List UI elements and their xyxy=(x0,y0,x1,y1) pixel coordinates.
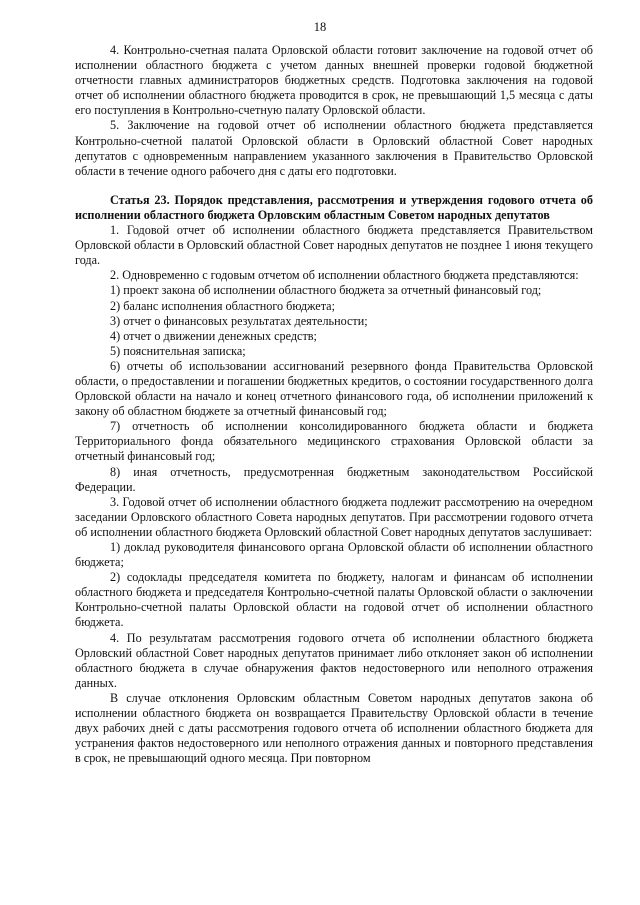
article-paragraph-rejection: В случае отклонения Орловским областным Советом народных депутатов закона об исполнении областного бюджета он возвращается Правительству Орловской области в течение двух рабочих дней с даты рассмотрения годового отчета об исполнении областного бюджета для устранения фактов недостоверного или неполного отражения данных и повторного представления в срок, не превышающий одного месяца. При повторном xyxy=(75,690,593,766)
list-item-5: 5) пояснительная записка; xyxy=(110,343,246,358)
list-item-2: 2) баланс исполнения областного бюджета; xyxy=(110,298,335,313)
article-heading: Статья 23. Порядок представления, рассмотрения и утверждения годового отчета об исполнении областного бюджета Орловским областным Советом народных депутатов xyxy=(75,192,593,222)
article-paragraph-2: 2. Одновременно с годовым отчетом об исполнении областного бюджета представляются: xyxy=(110,268,579,283)
list-item-4: 4) отчет о движении денежных средств; xyxy=(110,328,317,343)
list-item-8: 8) иная отчетность, предусмотренная бюджетным законодательством Российской Федерации. xyxy=(75,464,593,494)
section-gap xyxy=(75,179,593,193)
paragraph-top-4: 4. Контрольно-счетная палата Орловской области готовит заключение на годовой отчет об исполнении областного бюджета с учетом данных внешней проверки годовой бюджетной отчетности главных администраторов бюджетных средств. Подготовка заключения на годовой отчет об исполнении областного бюджета проводится в срок, не превышающий 1,5 месяца с даты его поступления в Контрольно-счетную палату Орловской области. xyxy=(75,43,593,118)
article-paragraph-3: 3. Годовой отчет об исполнении областного бюджета подлежит рассмотрению на очередном заседании Орловского областного Совета народных депутатов. При рассмотрении годового отчета об исполнении областного бюджета Орловский областной Совет народных депутатов заслушивает: xyxy=(75,494,593,539)
article-paragraph-4: 4. По результатам рассмотрения годового отчета об исполнении областного бюджета Орловский областной Совет народных депутатов принимает либо отклоняет закон об исполнении областного бюджета в случае обнаружения фактов недостоверного или неполного отражения данных. xyxy=(75,630,593,690)
list-item-1: 1) проект закона об исполнении областного бюджета за отчетный финансовый год; xyxy=(110,283,542,298)
list-item-6: 6) отчеты об использовании ассигнований резервного фонда Правительства Орловской области, о предоставлении и погашении бюджетных кредитов, о состоянии государственного долга Орловской области на начало и конец отчетного финансового года, об исполнении приложений к закону об областном бюджете за отчетный финансовый год; xyxy=(75,358,593,419)
list-item-7: 7) отчетность об исполнении консолидированного бюджета области и бюджета Территориального фонда обязательного медицинского страхования Орловской области за отчетный финансовый год; xyxy=(75,419,593,464)
list-item-3: 3) отчет о финансовых результатах деятельности; xyxy=(110,313,368,328)
hearing-item-1: 1) доклад руководителя финансового органа Орловской области об исполнении областного бюджета; xyxy=(75,540,593,570)
paragraph-top-5: 5. Заключение на годовой отчет об исполнении областного бюджета представляется Контрольно-счетной палатой Орловской области в Орловский областной Совет народных депутатов с одновременным направлением указанного заключения в Правительство Орловской области в течение одного рабочего дня с даты его подготовки. xyxy=(75,118,593,178)
article-paragraph-1: 1. Годовой отчет об исполнении областного бюджета представляется Правительством Орловской области в Орловский областной Совет народных депутатов не позднее 1 июня текущего года. xyxy=(75,223,593,268)
document-body xyxy=(75,43,593,766)
page-number: 18 xyxy=(313,20,327,34)
hearing-item-2: 2) содоклады председателя комитета по бюджету, налогам и финансам об исполнении областного бюджета и председателя Контрольно-счетной палаты Орловской области о заключении Контрольно-счетной палаты Орловской области на годовой отчет об исполнении областного бюджета. xyxy=(75,570,593,630)
